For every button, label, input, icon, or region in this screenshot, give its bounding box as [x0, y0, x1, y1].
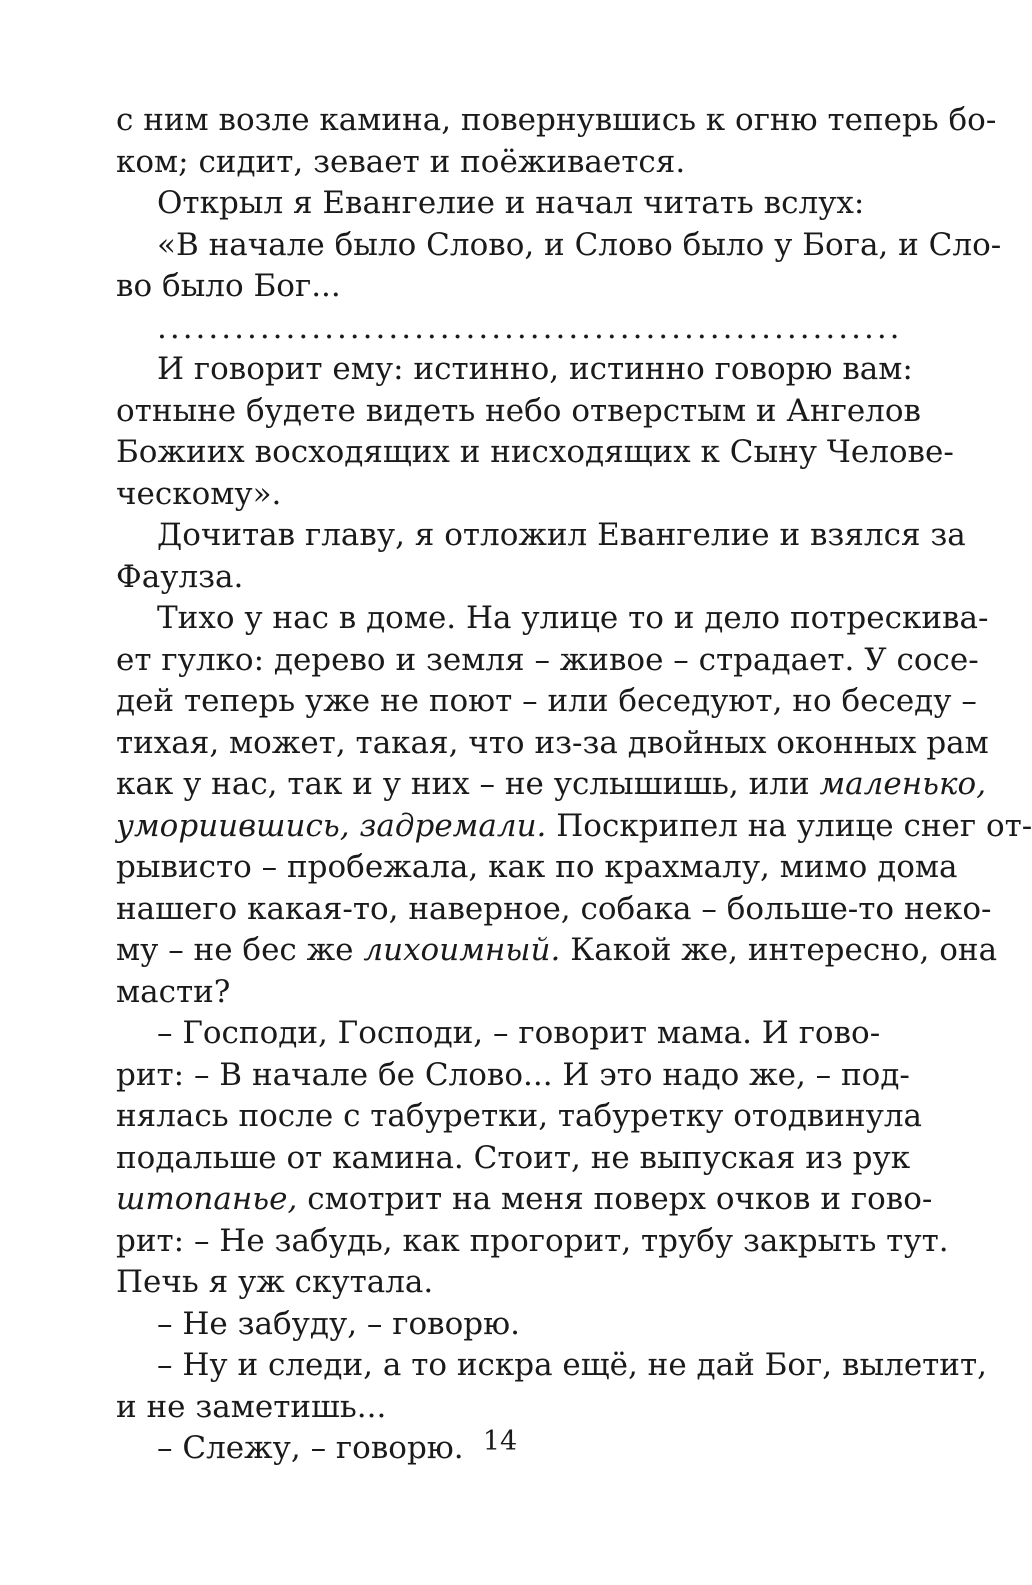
text-line: рит: – Не забудь, как прогорит, трубу закрыть тут. — [116, 1222, 949, 1259]
text-line — [116, 930, 998, 972]
text-line: рит: – В начале бе Слово... И это надо же, – под- — [116, 1056, 910, 1093]
text-line: Печь я уж скутала. — [116, 1264, 434, 1300]
italic-text: штопанье, — [116, 1181, 298, 1217]
text-line — [116, 764, 987, 806]
text-run: Какой же, интересно, она — [560, 932, 998, 968]
text-line: нялась после с табуретки, табуретку отодвинула — [116, 1098, 922, 1134]
text-line: «В начале было Слово, и Слово было у Бога, и Сло- — [157, 226, 1002, 263]
text-line: с ним возле камина, повернувшись к огню теперь бо- — [116, 102, 997, 138]
text-line: дей теперь уже не поют – или беседуют, но беседу – — [116, 683, 977, 719]
text-line: отныне будете видеть небо отверстым и Ангелов — [116, 392, 921, 429]
text-line: тихая, может, такая, что из-за двойных оконных рам — [116, 724, 989, 761]
text-line: Дочитав главу, я отложил Евангелие и взялся за — [157, 517, 966, 553]
text-line: ческому». — [116, 475, 282, 512]
text-line: Тихо у нас в доме. На улице то и дело потрескива- — [157, 600, 989, 636]
text-line: нашего какая-то, наверное, собака – больше-то неко- — [116, 890, 992, 927]
text-line — [116, 1179, 933, 1221]
page-text — [116, 100, 1032, 1470]
italic-text: маленько, — [819, 766, 987, 802]
ellipsis-separator: .......................................................... — [157, 309, 903, 346]
text-line: И говорит ему: истинно, истинно говорю вам: — [157, 351, 913, 387]
text-line — [116, 806, 1032, 848]
page-number: 14 — [482, 1426, 518, 1457]
italic-text: умориившись, задремали. — [116, 807, 547, 844]
text-line: Фаулза. — [116, 558, 244, 595]
text-line: во было Бог... — [116, 268, 341, 304]
text-line: Божиих восходящих и нисходящих к Сыну Челове- — [116, 434, 954, 470]
text-run: как у нас, так и у них – не услышишь, или — [116, 766, 810, 802]
text-line: и не заметишь... — [116, 1388, 387, 1425]
text-line: – Ну и следи, а то искра ещё, не дай Бог, вылетит, — [157, 1347, 987, 1383]
text-line: – Не забуду, – говорю. — [157, 1305, 520, 1342]
text-line: ком; сидит, зевает и поёживается. — [116, 143, 686, 180]
text-line: масти? — [116, 973, 231, 1010]
italic-text: лихоимный. — [363, 932, 561, 968]
text-line: – Слежу, – говорю. — [157, 1430, 464, 1466]
text-line: подальше от камина. Стоит, не выпуская из рук — [116, 1139, 911, 1176]
text-line: рывисто – пробежала, как по крахмалу, мимо дома — [116, 849, 958, 885]
text-line: Открыл я Евангелие и начал читать вслух: — [157, 185, 865, 221]
text-run: Поскрипел на улице снег от- — [546, 807, 1032, 844]
text-run: му – не бес же — [116, 932, 364, 968]
text-line: – Господи, Господи, – говорит мама. И гово- — [157, 1015, 881, 1051]
text-run: смотрит на меня поверх очков и гово- — [297, 1181, 933, 1217]
text-line: ет гулко: дерево и земля – живое – страдает. У сосе- — [116, 641, 979, 678]
